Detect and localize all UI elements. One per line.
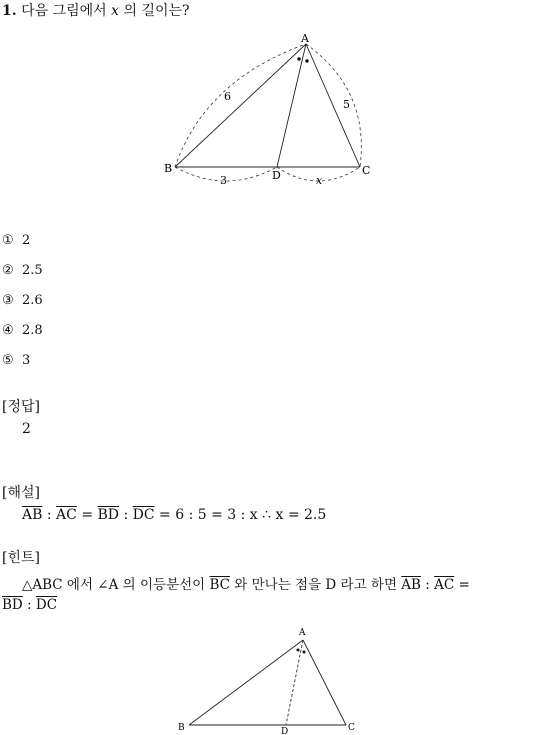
explanation-equals: = [81,507,94,523]
side-ab [175,44,306,167]
choice-1-marker: ① [2,233,14,248]
hint-equals: = [458,577,470,593]
choice-3-marker: ③ [2,293,14,308]
hint-line-2 [2,597,57,613]
choice-2-value: 2.5 [22,263,43,278]
hint-bd: $\overline{BD}$ [2,597,23,613]
hint-ac: $\overline{AC}$ [434,577,455,593]
question-text-before: 다음 그림에서 [21,3,107,19]
explanation-bd: $\overline{BD}$ [97,507,120,523]
question-number: 1. [2,3,17,19]
hint-bc: $\overline{BC}$ [209,577,230,593]
explanation-formula [22,507,326,523]
choice-4-value: 2.8 [22,323,43,338]
answer-value: 2 [22,421,31,437]
angle-mark-1 [297,57,300,60]
angle-mark-2-2 [303,651,306,654]
label-b: B [164,162,173,175]
answer-label: [정답] [2,399,40,415]
choice-2-marker: ② [2,263,14,278]
question-variable: x [111,3,120,19]
side-ac-2 [303,640,346,725]
hint-dc: $\overline{DC}$ [35,597,58,613]
label-b-2: B [178,723,185,733]
side-ac [306,44,360,167]
choice-1[interactable] [2,233,30,248]
angle-mark-2 [305,59,308,62]
triangle-figure-2 [0,620,534,735]
choice-5-marker: ⑤ [2,353,14,368]
hint-line-1 [22,573,470,593]
question-text-after: 의 길이는? [123,3,190,19]
explanation-label: [해설] [2,485,40,501]
label-c: C [362,164,371,177]
label-d-2: D [281,727,289,735]
explanation-colon-1: : [46,507,52,523]
choice-3[interactable] [2,293,43,308]
label-ac-length: 5 [343,98,350,111]
label-c-2: C [348,723,355,733]
choice-4-marker: ④ [2,323,14,338]
hint-part-2: 와 만나는 점을 D 라고 하면 [234,577,397,593]
hint-colon-1: : [425,577,430,593]
hint-label: [힌트] [2,550,40,566]
choice-3-value: 2.6 [22,293,43,308]
angle-mark-2-1 [297,649,300,652]
choice-1-value: 2 [22,233,31,248]
label-bd-length: 3 [220,174,227,187]
explanation-dc: $\overline{DC}$ [132,507,155,523]
hint-colon-2: : [27,597,32,613]
label-dc-length: x [316,174,323,187]
side-ab-2 [189,640,303,725]
label-ab-length: 6 [224,90,231,103]
hint-ab: $\overline{AB}$ [401,577,421,593]
choice-2[interactable] [2,263,43,278]
label-d: D [272,169,281,182]
bisector-ad-2 [286,640,303,725]
label-a-2: A [299,628,306,638]
explanation-ac: $\overline{AC}$ [56,507,77,523]
hint-part-1: △ABC 에서 ∠A 의 이등분선이 [22,577,206,593]
label-a: A [301,32,309,45]
explanation-ab: $\overline{AB}$ [22,507,43,523]
choice-4[interactable] [2,323,43,338]
choice-5-value: 3 [22,353,31,368]
triangle-figure-1 [0,0,534,200]
explanation-rest: = 6 : 5 = 3 : x ∴ x = 2.5 [159,507,327,523]
explanation-colon-2: : [123,507,129,523]
bisector-ad [277,44,306,167]
choice-5[interactable] [2,353,30,368]
